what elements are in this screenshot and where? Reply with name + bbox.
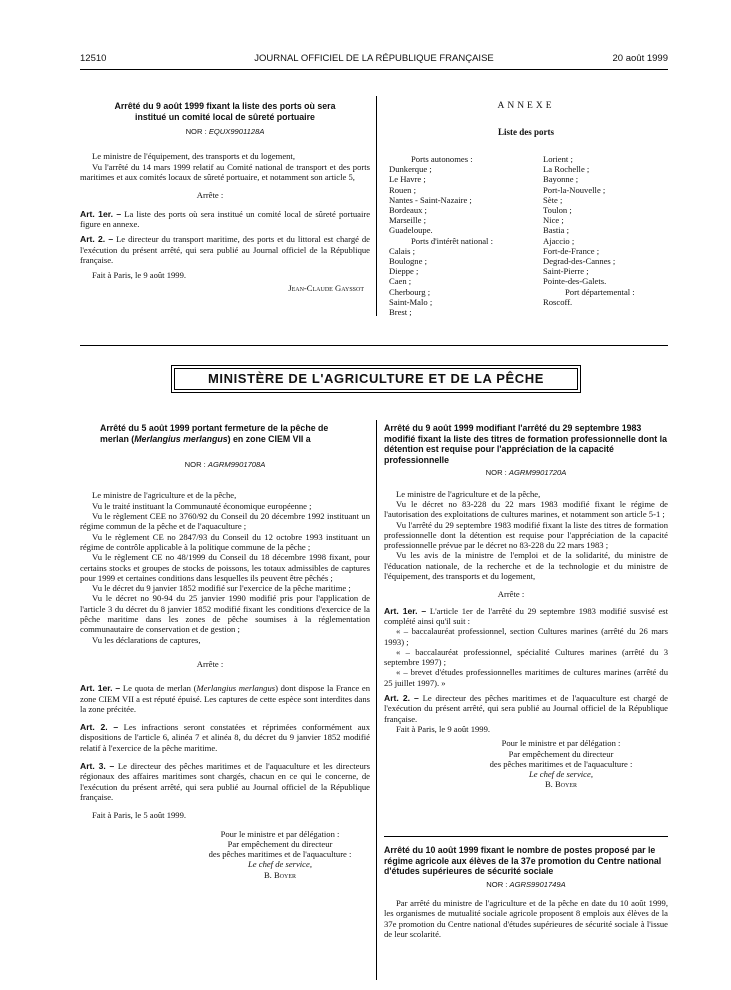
port-item: Boulogne ; bbox=[389, 256, 427, 267]
paragraph: Vu le règlement CEE no 3760/92 du Conseil du 20 décembre 1992 instituant un régime commun de la pêche et de l'aquaculture ; bbox=[80, 511, 370, 532]
port-item: Guadeloupe. bbox=[389, 225, 433, 236]
paragraph: Vu le règlement CE no 2847/93 du Conseil du 12 octobre 1993 instituant un régime de contrôle applicable à la politique commune de la pêche ; bbox=[80, 531, 370, 552]
annexe-title: ANNEXE bbox=[497, 101, 555, 111]
paragraph: Par arrêté du ministre de l'agriculture et de la pêche en date du 10 août 1999, les organismes de mutualité sociale agricole proposent 8 emplois aux élèves de la 37e promotion du Centre national d'études supérieures de sécurité sociale à l'issue de leur scolarité. bbox=[384, 898, 668, 939]
port-item: Fort-de-France ; bbox=[543, 245, 600, 256]
nor-reference: NOR : EQUX9901128A bbox=[185, 127, 265, 137]
arrete-heading: Arrête : bbox=[196, 658, 224, 669]
article-1: Art. 1er. – La liste des ports où sera institué un comité local de sûreté portuaire figure en annexe. bbox=[80, 208, 371, 229]
article-2: Art. 2. – Les infractions seront constatées et réprimées conformément aux dispositions de l'article 6, alinéa 7 et alinéa 8, du décret du 9 janvier 1852 modifié relatif à l'exercice de la pêche maritime. bbox=[80, 722, 370, 753]
paragraph: Vu le décret du 9 janvier 1852 modifié sur l'exercice de la pêche maritime ; bbox=[92, 583, 351, 594]
port-item: La Rochelle ; bbox=[543, 164, 590, 175]
decree-postes-title: Arrêté du 10 août 1999 fixant le nombre de postes proposé par le régime agricole aux élèves de la 37e promotion du Centre national d'études supérieures de sécurité sociale bbox=[384, 845, 662, 877]
port-item: Calais ; bbox=[389, 245, 416, 256]
nor-reference: NOR : AGRM9901708A bbox=[184, 460, 266, 470]
issue-date: 20 août 1999 bbox=[612, 53, 668, 64]
paragraph: Vu le traité instituant la Communauté économique européenne ; bbox=[92, 500, 312, 511]
ports-list-left bbox=[389, 154, 537, 317]
journal-title: JOURNAL OFFICIEL DE LA RÉPUBLIQUE FRANÇAISE bbox=[254, 53, 494, 64]
port-item: Ports autonomes : bbox=[411, 154, 473, 164]
port-item: Toulon ; bbox=[543, 205, 572, 216]
ports-list-right bbox=[543, 154, 667, 307]
nor-code: AGRM9901708A bbox=[207, 460, 266, 470]
nor-reference: NOR : AGRS9901749A bbox=[486, 879, 566, 889]
annexe-subtitle: Liste des ports bbox=[498, 127, 554, 138]
decree-ports-title: Arrêté du 9 août 1999 fixant la liste des ports où sera institué un comité local de sûreté portuaire bbox=[114, 101, 336, 122]
article-2: Art. 2. – Le directeur du transport maritime, des ports et du littoral est chargé de l'exécution du présent arrêté, qui sera publié au Journal officiel de la République française. bbox=[80, 234, 370, 265]
port-item: Saint-Pierre ; bbox=[543, 266, 589, 277]
header-rule bbox=[80, 69, 668, 70]
port-item: Nice ; bbox=[543, 215, 564, 226]
arrete-heading: Arrête : bbox=[497, 589, 525, 600]
paragraph: Vu le règlement CE no 48/1999 du Conseil du 18 décembre 1998 fixant, pour certains stocks et groupes de stocks de poissons, les totaux admissibles de captures pour 1999 et certaines conditions dans lesquelles ils peuvent être pêchés ; bbox=[80, 552, 370, 583]
article-1: Art. 1er. – L'article 1er de l'arrêté du 29 septembre 1983 modifié susvisé est complété ainsi qu'il suit : bbox=[384, 605, 668, 626]
annexe-section bbox=[384, 101, 668, 138]
port-item: Saint-Malo ; bbox=[389, 296, 433, 307]
paragraph: Vu le décret no 90-94 du 25 janvier 1990 modifié pris pour l'application de l'article 3 du décret du 8 janvier 1852 modifié fixant les conditions d'exercice de la pêche maritime dans les zones de pêche soumises à la réglementation communautaire de conservation et de gestion ; bbox=[80, 593, 370, 635]
paragraph: Le ministre de l'équipement, des transports et du logement, bbox=[92, 151, 295, 162]
section-rule bbox=[384, 836, 668, 837]
paragraph: Le ministre de l'agriculture et de la pêche, bbox=[396, 488, 541, 499]
port-item: Marseille ; bbox=[389, 215, 426, 226]
nor-code: EQUX9901128A bbox=[208, 127, 265, 137]
paragraph: Le ministre de l'agriculture et de la pêche, bbox=[92, 490, 237, 501]
decree-formation-section bbox=[384, 423, 668, 790]
port-item: Le Havre ; bbox=[389, 174, 426, 185]
port-item: Bordeaux ; bbox=[389, 205, 427, 216]
signature: Jean-Claude Gayssot bbox=[288, 283, 364, 294]
done-at: Fait à Paris, le 9 août 1999. bbox=[92, 270, 187, 281]
nor-code: AGRM9901720A bbox=[508, 468, 567, 478]
port-item: Pointe-des-Galets. bbox=[543, 276, 607, 287]
port-item: Caen ; bbox=[389, 276, 412, 287]
quoted-item: « – brevet d'études professionnelles maritimes de cultures marines (arrêté du 25 juillet 1997). » bbox=[384, 667, 668, 688]
port-item: Nantes - Saint-Nazaire ; bbox=[389, 194, 472, 205]
decree-merlan-section bbox=[80, 423, 370, 880]
nor-code: AGRS9901749A bbox=[509, 879, 566, 889]
paragraph: Vu l'arrêté du 29 septembre 1983 modifié fixant la liste des titres de formation professionnelle dont la détention est requise pour l'appréciation de la capacité professionnelle prévue par le décret no 83-228 du 22 mars 1983 ; bbox=[384, 519, 668, 551]
quoted-item: « – baccalauréat professionnel, section Cultures marines (arrêté du 26 mars 1993) ; bbox=[384, 626, 668, 647]
port-item: Brest ; bbox=[389, 307, 412, 318]
page-number: 12510 bbox=[80, 53, 107, 64]
port-item: Roscoff. bbox=[543, 296, 573, 307]
paragraph: Vu les avis de la ministre de l'emploi et de la solidarité, du ministre de l'éducation nationale, de la recherche et de la technologie et du ministre de l'équipement, des transports et du logement, bbox=[384, 550, 668, 582]
port-item: Port départemental : bbox=[565, 286, 635, 297]
column-divider bbox=[376, 96, 377, 316]
port-item: Port-la-Nouvelle ; bbox=[543, 184, 606, 195]
arrete-heading: Arrête : bbox=[196, 190, 224, 201]
port-item: Bastia ; bbox=[543, 225, 570, 236]
signature-block: Pour le ministre et par délégation : Par empêchement du directeur des pêches maritimes et de l'aquaculture : Le chef de service, B. Boyer bbox=[208, 828, 352, 880]
decree-formation-title: Arrêté du 9 août 1999 modifiant l'arrêté du 29 septembre 1983 modifié fixant la liste des titres de formation professionnelle dont la détention est requise pour l'appréciation de la capacité professionnelle bbox=[384, 423, 668, 465]
port-item: Ports d'intérêt national : bbox=[411, 235, 493, 246]
quoted-item: « – baccalauréat professionnel, spécialité Cultures marines (arrêté du 3 septembre 1997) ; bbox=[384, 646, 668, 668]
section-rule bbox=[80, 345, 668, 346]
port-item: Rouen ; bbox=[389, 184, 416, 195]
article-3: Art. 3. – Le directeur des pêches maritimes et de l'aquaculture et les directeurs régionaux des affaires maritimes sont chargés, chacun en ce qui le concerne, de l'exécution du présent arrêté, qui sera publié au Journal officiel de la République française. bbox=[80, 761, 370, 802]
done-at: Fait à Paris, le 5 août 1999. bbox=[92, 810, 187, 821]
ministry-banner: MINISTÈRE DE L'AGRICULTURE ET DE LA PÊCHE bbox=[174, 368, 578, 390]
column-divider bbox=[376, 420, 377, 980]
paragraph: Vu le décret no 83-228 du 22 mars 1983 modifié fixant le régime de l'autorisation des exploitations de cultures marines, et notamment son article 5-1 ; bbox=[384, 498, 668, 520]
port-item: Degrad-des-Cannes ; bbox=[543, 256, 616, 267]
port-item: Lorient ; bbox=[543, 154, 573, 164]
port-item: Ajaccio ; bbox=[543, 235, 575, 246]
article-1: Art. 1er. – Le quota de merlan (Merlangius merlangus) dont dispose la France en zone CIEM VII a est réputé épuisé. Les captures de cette espèce sont interdites dans la zone précitée. bbox=[80, 683, 371, 714]
nor-reference: NOR : AGRM9901720A bbox=[485, 468, 567, 478]
decree-ports-section bbox=[80, 101, 370, 294]
article-2: Art. 2. – Le directeur des pêches maritimes et de l'aquaculture est chargé de l'exécution du présent arrêté, qui sera publié au Journal officiel de la République française. bbox=[384, 693, 668, 724]
paragraph: Vu l'arrêté du 14 mars 1999 relatif au Comité national de transport et des ports maritimes et aux comités locaux de sûreté portuaire, et notamment son article 5, bbox=[80, 161, 370, 183]
port-item: Dunkerque ; bbox=[389, 164, 432, 175]
done-at: Fait à Paris, le 9 août 1999. bbox=[396, 723, 491, 734]
signature-block: Pour le ministre et par délégation : Par empêchement du directeur des pêches maritimes et de l'aquaculture : Le chef de service, B. Boyer bbox=[489, 738, 633, 790]
port-item: Bayonne ; bbox=[543, 174, 579, 185]
port-item: Cherbourg ; bbox=[389, 286, 431, 297]
port-item: Sète ; bbox=[543, 194, 563, 205]
decree-merlan-title: Arrêté du 5 août 1999 portant fermeture de la pêche de merlan (Merlangius merlangus) en zone CIEM VII a bbox=[100, 423, 329, 444]
paragraph: Vu les déclarations de captures, bbox=[92, 634, 201, 645]
decree-postes-section bbox=[384, 845, 668, 939]
port-item: Dieppe ; bbox=[389, 266, 419, 277]
